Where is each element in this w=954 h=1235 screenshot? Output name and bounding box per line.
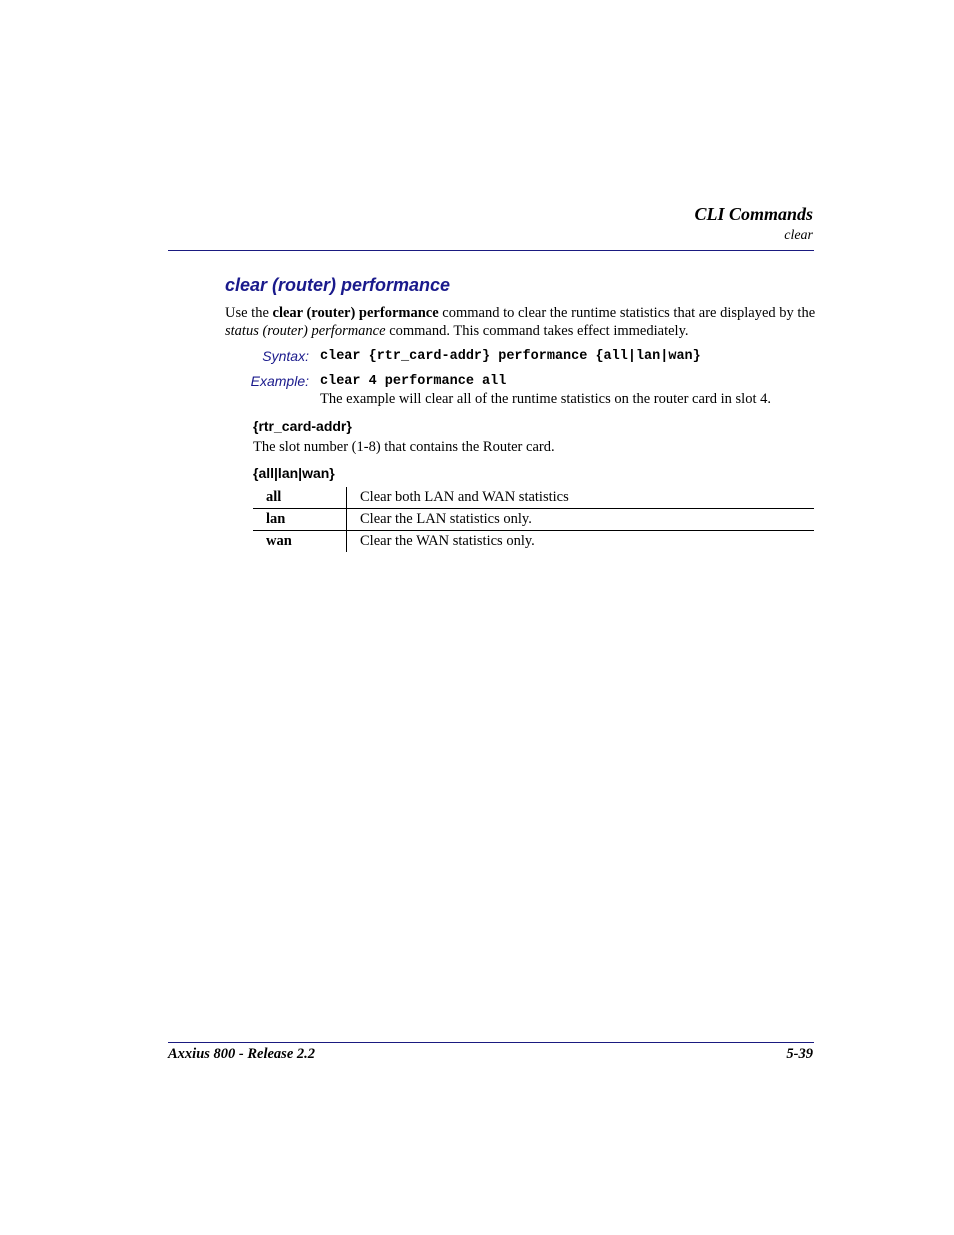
intro-text-3: command. This command takes effect immediately. — [385, 323, 689, 339]
option-key: lan — [253, 509, 347, 531]
intro-text-1: Use the — [225, 305, 273, 321]
param-all-lan-wan-heading: {all|lan|wan} — [253, 465, 335, 481]
option-description: Clear both LAN and WAN statistics — [360, 489, 569, 505]
intro-paragraph — [225, 304, 820, 340]
param-rtr-card-addr-heading: {rtr_card-addr} — [253, 418, 352, 434]
footer-rule — [168, 1042, 814, 1043]
option-key: wan — [253, 531, 347, 553]
table-row — [253, 531, 814, 553]
footer-page-number: 5-39 — [786, 1046, 813, 1062]
options-table — [253, 487, 814, 552]
example-label: Example: — [250, 373, 309, 389]
footer-product-release: Axxius 800 - Release 2.2 — [168, 1046, 316, 1062]
section-title: clear (router) performance — [225, 275, 451, 295]
header-rule — [168, 250, 814, 251]
option-key: all — [253, 487, 347, 509]
table-row — [253, 509, 814, 531]
intro-command-name: clear (router) performance — [272, 305, 439, 321]
syntax-code: clear {rtr_card-addr} performance {all|lan|wan} — [320, 349, 701, 364]
param-rtr-card-addr-description: The slot number (1-8) that contains the Router card. — [253, 439, 555, 455]
example-description: The example will clear all of the runtime statistics on the router card in slot 4. — [320, 391, 771, 407]
running-header-title: CLI Commands — [694, 204, 813, 224]
example-code: clear 4 performance all — [320, 374, 507, 389]
syntax-label: Syntax: — [262, 348, 309, 364]
table-row — [253, 487, 814, 509]
option-description: Clear the WAN statistics only. — [347, 531, 815, 553]
intro-related-command: status (router) performance — [225, 323, 386, 339]
intro-text-2: command to clear the runtime statistics that are displayed by the — [438, 305, 816, 321]
running-header-subtitle: clear — [784, 228, 813, 243]
option-description: Clear the LAN statistics only. — [347, 509, 815, 531]
